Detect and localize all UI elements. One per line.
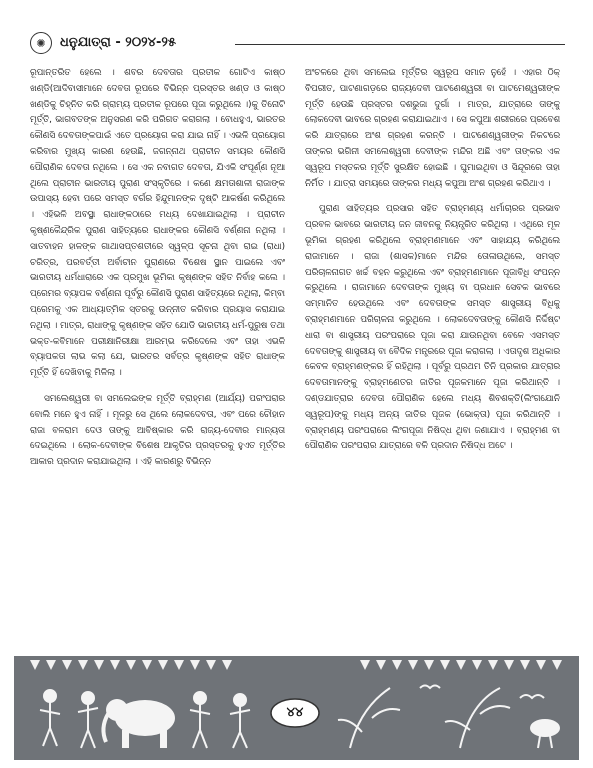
left-column	[30, 66, 285, 644]
page-header	[30, 30, 565, 58]
magazine-emblem-icon: ✺	[30, 32, 52, 54]
header-rule	[235, 44, 565, 45]
running-title: ଧନୁଯାତ୍ରା - ୨୦୨୪-୨୫	[60, 35, 176, 50]
body-paragraph: ପୁରାଣ ସାହିତ୍ୟର ପ୍ରସାର ସହିତ ବ୍ରାହ୍ମଣ୍ୟ ଧର୍ମାଚାରର ପ୍ରଭାବ ପ୍ରବଳ ଭାବରେ ଭାରତୀୟ ଜନ ଜୀବନକୁ ନିୟନ୍ତ୍ରିତ କରିଥିଲା । ଏଥିରେ ମୂଳ ଭୂମିକା ଗ୍ରହଣ କରିଥିଲେ ବ୍ରାହ୍ମଣମାନେ ଏବଂ ସାହାଯ୍ୟ କରିଥିଲେ ରାଜାମାନେ । ରାଜା (ଶାସକ)ମାନେ ମନ୍ଦିର ତୋଳାଉଥିଲେ, ସମସ୍ତ ପରିଚାଳନାଗତ ଖର୍ଚ୍ଚ ବହନ କରୁଥିଲେ ଏବଂ ବ୍ରାହ୍ମଣମାନେ ପୂଜାବିଧି ସଂପନ୍ନ କରୁଥିଲେ । ରାଜାମାନେ ଦେବତାଙ୍କ ମୁଖ୍ୟ ବା ପ୍ରଧାନ ସେବକ ଭାବରେ ସମ୍ମାନିତ ହେଉଥିଲେ ଏବଂ ଦେବତାଙ୍କ ସମସ୍ତ ଶାସ୍ତ୍ରୀୟ ବିଧିକୁ ବ୍ରାହ୍ମଣମାନେ ପରିଚାଳନା କରୁଥିଲେ । ଲୋକଦେବତାଙ୍କୁ କୌଣସି ନିର୍ଦ୍ଦିଷ୍ଟ ଧାରା ବା ଶାସ୍ତ୍ରୀୟ ପରଂପରାରେ ପୂଜା କରା ଯାଉନଥିବା ବେଳେ ଏସମସ୍ତ ଦେବତାଙ୍କୁ ଶାସ୍ତ୍ରୀୟ ବା ବୈଦିକ ମନ୍ତ୍ରରେ ପୂଜା କରାଗଲା । ଏତାଦୃଶ ଅଧିକାର କେବଳ ବ୍ରାହ୍ମଣଙ୍କର ହିଁ ରହିଥିଲା । ପୂର୍ବରୁ ପ୍ରଥମ ତିନି ପ୍ରକାର ଯାତ୍ରାର ଦେବତାମାନଙ୍କୁ ବ୍ରାହ୍ମଣେତର ଜାତିର ପୂଜକମାନେ ପୂଜା କରିଥାନ୍ତି । ଦଣ୍ଡଯାତ୍ରାର ଦେବତା ପୌରାଣିକ ହେଲେ ମଧ୍ୟ ଶିବଶକ୍ତି(ଲିଂଗଯୋନି ସ୍ୱରୂପ)ଙ୍କୁ ମଧ୍ୟ ଅନ୍ୟ ଜାତିର ପୂଜକ (ଭୋକ୍ତା) ପୂଜା କରିଥାନ୍ତି । ବ୍ରାହ୍ମଣ୍ୟ ପରଂପରାରେ ଲିଂଗପୂଜା ନିଷିଦ୍ଧ ଥିବା ଜଣାଯାଏ । ବ୍ରାହ୍ମଣ ବା ପୌରାଣିକ ପରଂପରାର ଯାତ୍ରାରେ ବଳି ପ୍ରଦାନ ନିଷିଦ୍ଧ ଅଟେ ।	[305, 204, 560, 452]
body-paragraph: ଅଂଚଳରେ ଥିବା ସମଲେଇ ମୂର୍ତ୍ତିର ସ୍ୱରୂପ ସମାନ ନୁହେଁ । ଏହାର ଠିକ୍ ବିପରୀତ, ପାଟଣାଗଡ଼ରେ ରାଜ୍ୟଦେବୀ ପାଟଣେଶ୍ୱରୀ ବା ପାଟମେଶ୍ୱରୀଙ୍କ ମୂର୍ତ୍ତି ହେଉଛି ପ୍ରସ୍ତର ଦଶଭୁଜା ଦୁର୍ଗା । ମାତ୍ର, ଯାତ୍ରାରେ ତାଙ୍କୁ ଲୋକଦେବୀ ଭାବରେ ଗ୍ରହଣ କରାଯାଇଥାଏ । ସେ କପୁଆ ଶରୀରରେ ପ୍ରବେଶ କରି ଯାତ୍ରାରେ ଅଂଶ ଗ୍ରହଣ କରନ୍ତି । ପାଟଣେଶ୍ୱରୀଙ୍କ ନିକଟରେ ତାଙ୍କର ଭଗିନୀ ସମଲେଶ୍ୱରୀ ଦେବୀଙ୍କ ମନ୍ଦିର ଅଛି ଏବଂ ତାଙ୍କର ଏକ ସ୍ୱରୂପ ମସ୍ତକର ମୂର୍ତ୍ତି ସୁରକ୍ଷିତ ହୋଇଛି । ଘୁମାଇଥିବା ଓ ସିନ୍ଦୂରରେ ତାହା ନିର୍ମିତ । ଯାତ୍ରା ସମୟରେ ତାଙ୍କର ମଧ୍ୟ କପୁଆ ଅଂଶ ଗ୍ରହଣ କରିଥାଏ ।	[305, 68, 560, 189]
body-paragraph: ରୂପାନ୍ତରିତ ହେଲେ । ଶବର ଦେବତାର ପ୍ରତୀକ ଗୋଟିଏ କାଷ୍ଠ ଖଣ୍ଡି(ଆଦିବାସୀମାନେ ଦେବତା ରୂପରେ ବିଭିନ୍ନ ପ୍ରସ୍ତର ଖଣ୍ଡ ଓ କାଷ୍ଠ ଖଣ୍ଡିକୁ ଚିହ୍ନିତ କରି ଗ୍ରାମ୍ୟ ପ୍ରତୀକ ରୂପରେ ପୂଜା କରୁଥିଲେ ।)କୁ ତିନୋଟି ମୂର୍ତ୍ତି, ଭାଗବତଙ୍କ ଅନୁସରଣ କରି ପରିଗତ କରାଗଲା । ବୋଧହୁଏ, ଭାରତର କୌଣସି ଦେବତାଙ୍କପାଇଁ ଏତେ ପ୍ରୟୋଗ କରା ଯାଇ ନାହିଁ । ଏଭଳି ପ୍ରୟୋଗ କରିବାର ମୁଖ୍ୟ କାରଣ ହେଉଛି, ଜଗନ୍ନାଥ ପ୍ରାଚୀନ ସମୟର କୌଣସି ପୌରାଣିକ ଦେବତା ନଥିଲେ । ସେ ଏକ ନବାଗତ ଦେବତା, ଯିଏକି ସଂପୂର୍ଣ୍ଣ ନୂଆ ଥିଲେ ପ୍ରାଚୀନ ଭାରତୀୟ ପୁରାଣ ସଂସ୍କୃତିରେ । କଣେ କ୍ଷମତାଶାଳୀ ରାଜାଙ୍କ ଉପାସ୍ୟ ହେବା ପରେ ସମସ୍ତ ବର୍ଗର ହିନ୍ଦୁମାନଙ୍କ ଦୃଷ୍ଟି ଆକର୍ଷଣ କରିଥିଲେ । ଏହିଭଳି ଅବସ୍ଥା ରାଧାଙ୍କଠାରେ ମଧ୍ୟ ଦେଖାଯାଇଥିଲା । ପ୍ରାଚୀନ କୃଷ୍ଣକୈନ୍ଦ୍ରିକ ପୁରାଣ ସାହିତ୍ୟରେ ରାଧାଙ୍କର କୌଣସି ବର୍ଣ୍ଣନା ନଥିଲା । ସାତବାହନ ହାଳଙ୍କ ଗାଥାସପ୍ତଶତୀରେ ସ୍ୱଳ୍ପ ସୂଚନା ଥିବା ରାଇ (ରାଧା) ଚରିତ୍ର, ପରବର୍ତ୍ତୀ ଅର୍ବାଚୀନ ପୁରାଣରେ ବିଶେଷ ସ୍ଥାନ ପାଇଲେ ଏବଂ ଭାରତୀୟ ଧର୍ମଧାରାରେ ଏକ ପ୍ରମୁଖ ଭୂମିକା କୃଷ୍ଣଙ୍କ ସହିତ ନିର୍ବାହ କଲେ । ପ୍ରେମର ବ୍ୟାପକ ବର୍ଣ୍ଣନା ପୂର୍ବରୁ କୌଣସି ପୁରାଣ ସାହିତ୍ୟରେ ନଥିଲା, କିମ୍ବା ପ୍ରେମକୁ ଏକ ଆଧ୍ୟାତ୍ମିକ ସ୍ତରକୁ ଉନ୍ନୀତ କରିବାର ପ୍ରୟାସ କରାଯାଇ ନଥିଲା । ମାତ୍ର, ରାଧାଙ୍କୁ କୃଷ୍ଣଙ୍କ ସହିତ ଯୋଡି ଭାରତୀୟ ଧର୍ମ-ପୁରୁଷ ତଥା ଭକ୍ତ-କବିମାନେ ପରୀକ୍ଷାନିରୀକ୍ଷା ଆରମ୍ଭ କରିଦେଲେ ଏବଂ ତାହା ଏଭଳି ବ୍ୟାପକତା ଲାଭ କଲା ଯେ, ଭାରତର ସର୍ବତ୍ର କୃଷ୍ଣଙ୍କ ସହିତ ରାଧାଙ୍କ ମୂର୍ତ୍ତି ହିଁ ଦେଖିବାକୁ ମିଳିଲା ।	[30, 68, 285, 379]
decorative-footer	[0, 648, 593, 768]
page-number: ୪୪	[286, 705, 304, 720]
right-column	[305, 66, 560, 644]
body-paragraph: ସମଲେଶ୍ୱରୀ ବା ସମଲେଇଙ୍କ ମୂର୍ତ୍ତି ବ୍ରାହ୍ମଣ (ଆର୍ଯ୍ୟ) ପରଂପରାର ବୋଲି ମନେ ହୁଏ ନାହିଁ । ମୂଳରୁ ସେ ଥିଲେ ଲୋକଦେବତା, ଏବଂ ପରେ ଚୌହାନ ରାଜା ବଳରାମ ଦେଓ ତାଙ୍କୁ ଆବିଷ୍କାର କରି ରାଜ୍ୟ-ଦେବୀର ମାନ୍ୟତା ଦେଇଥିଲେ । ଲୋକ-ଦେବୀଙ୍କ ବିଶେଷ ଆକୃତିର ପ୍ରସ୍ତରକୁ ହୁଏତ ମୂର୍ତ୍ତିର ଆକାର ପ୍ରଦାନ କରାଯାଇଥିଲା । ଏହି କାରଣରୁ ବିଭିନ୍ନ	[30, 393, 285, 468]
